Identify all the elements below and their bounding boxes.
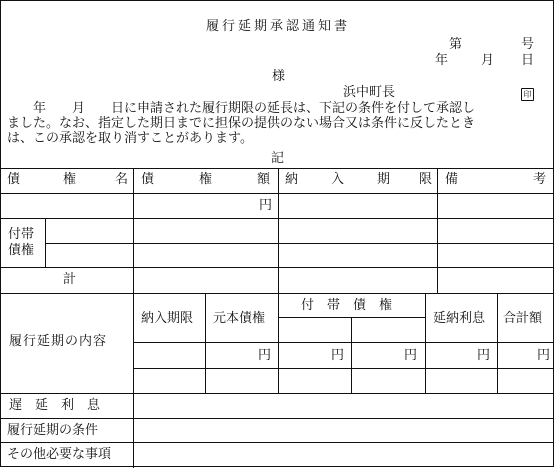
sub-futai-saiken: 付 帯 債 権 (301, 298, 393, 313)
extension-content-label: 履行延期の内容 (9, 334, 108, 349)
header-nounyu-char-2: 入 (331, 172, 345, 187)
chien-rishoku-label: 遅 延 利 息 (9, 398, 101, 413)
futai-1-yen: 円 (331, 348, 345, 363)
sub-nounyu-kigen: 納入期限 (141, 311, 194, 326)
date-hi: 日 (521, 53, 535, 68)
header-biko-char-2: 考 (533, 172, 547, 187)
other-matters-label: その他必要な事項 (7, 447, 112, 462)
notice-line-2: ました。なお、指定した期日までに担保の提供のない場合又は条件に反したとき (7, 116, 476, 131)
header-nounyu-char-3: 期 (377, 172, 391, 187)
header-saikenmei-char-3: 名 (115, 172, 129, 187)
sub-goukeigaku: 合計額 (503, 311, 543, 326)
addressee-sama: 様 (272, 69, 286, 84)
notice-line-1: 年 月 日に申請された履行期限の延長は、下記の条件を付して承認し (7, 101, 476, 116)
futai-2-yen: 円 (404, 348, 418, 363)
sub-ennou-rishoku: 延納利息 (433, 311, 486, 326)
total-label: 計 (63, 272, 77, 287)
header-saikenmei-char-2: 権 (63, 172, 77, 187)
saikengaku-yen: 円 (259, 198, 273, 213)
header-saikengaku-char-3: 額 (257, 172, 271, 187)
header-nounyu-char-1: 納 (285, 172, 299, 187)
date-nen: 年 (435, 53, 449, 68)
seal-mark: 印 (521, 88, 534, 101)
header-biko-char-1: 備 (445, 172, 459, 187)
header-saikengaku-char-2: 権 (199, 172, 213, 187)
goukei-yen: 円 (537, 348, 551, 363)
date-tsuki: 月 (481, 53, 495, 68)
futai-saiken-label-1: 付帯 (8, 227, 35, 242)
extension-conditions-label: 履行延期の条件 (7, 423, 99, 438)
issuer-name: 浜中町長 (343, 85, 396, 100)
header-saikenmei-char-1: 債 (7, 172, 21, 187)
number-dai: 第 (449, 37, 463, 52)
ki-label: 記 (271, 151, 285, 166)
ennou-yen: 円 (477, 348, 491, 363)
futai-saiken-label-2: 債権 (8, 243, 35, 258)
ganpon-yen: 円 (258, 348, 272, 363)
header-saikengaku-char-1: 債 (141, 172, 155, 187)
sub-ganpon-saiken: 元本債権 (213, 311, 266, 326)
notice-line-3: は、この承認を取り消すことがあります。 (7, 131, 253, 146)
number-go: 号 (521, 37, 535, 52)
header-nounyu-char-4: 限 (419, 172, 433, 187)
document-title: 履行延期承認通知書 (205, 19, 350, 34)
